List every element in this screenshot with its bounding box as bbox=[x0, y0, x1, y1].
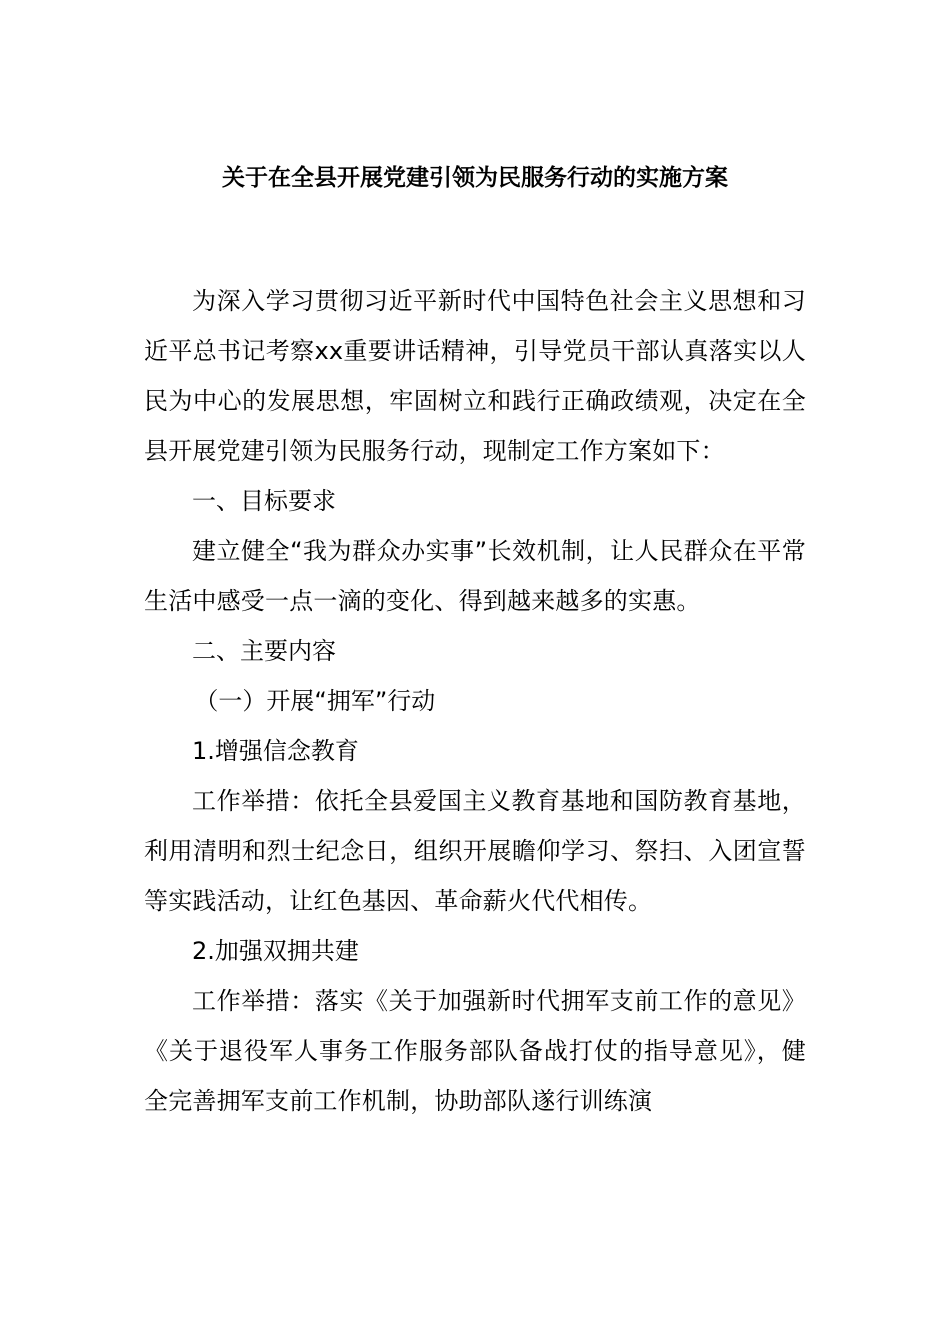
document-body bbox=[144, 276, 806, 1126]
section-heading-goals: 一、目标要求 bbox=[192, 487, 336, 515]
item-heading-dual-support: 2.加强双拥共建 bbox=[192, 937, 359, 965]
dual-support-paragraph: 工作举措：落实《关于加强新时代拥军支前工作的意见》《关于退役军人事务工作服务部队备战打仗的指导意见》，健全完善拥军支前工作机制，协助部队遂行训练演 bbox=[144, 987, 806, 1115]
intro-paragraph: 为深入学习贯彻习近平新时代中国特色社会主义思想和习近平总书记考察xx重要讲话精神，引导党员干部认真落实以人民为中心的发展思想，牢固树立和践行正确政绩观，决定在全县开展党建引领为民服务行动，现制定工作方案如下： bbox=[144, 287, 806, 465]
subsection-heading-support-army: （一）开展“拥军”行动 bbox=[194, 687, 436, 715]
belief-education-paragraph: 工作举措：依托全县爱国主义教育基地和国防教育基地，利用清明和烈士纪念日，组织开展瞻仰学习、祭扫、入团宣誓等实践活动，让红色基因、革命薪火代代相传。 bbox=[144, 787, 806, 915]
goals-paragraph: 建立健全“我为群众办实事”长效机制，让人民群众在平常生活中感受一点一滴的变化、得到越来越多的实惠。 bbox=[144, 537, 806, 615]
section-heading-main-content: 二、主要内容 bbox=[192, 637, 336, 665]
document-title: 关于在全县开展党建引领为民服务行动的实施方案 bbox=[222, 165, 728, 191]
item-heading-belief-education: 1.增强信念教育 bbox=[192, 737, 359, 765]
